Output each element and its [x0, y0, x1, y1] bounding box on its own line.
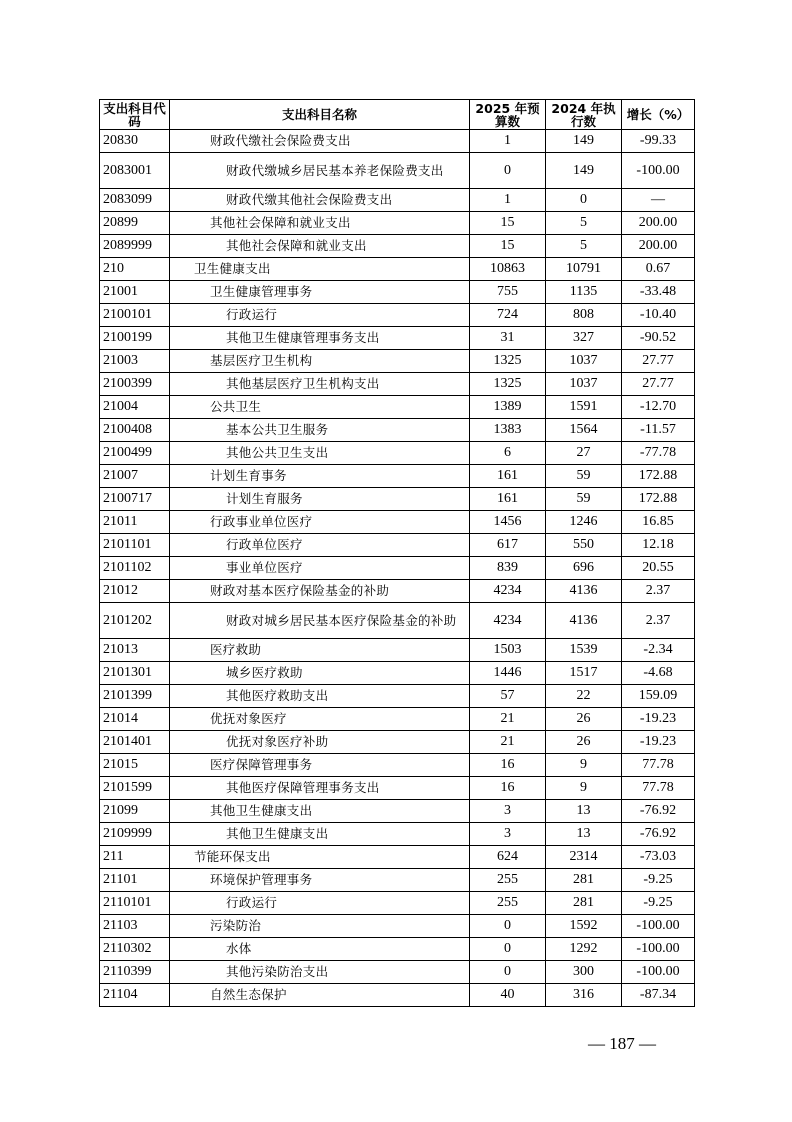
cell-name: 财政对基本医疗保险基金的补助	[170, 580, 470, 603]
table-row	[100, 534, 695, 557]
cell-exec: 27	[546, 442, 622, 465]
cell-code: 2100408	[100, 419, 170, 442]
cell-code: 2101399	[100, 685, 170, 708]
cell-exec: 4136	[546, 603, 622, 639]
cell-budget: 0	[470, 938, 546, 961]
cell-name: 自然生态保护	[170, 984, 470, 1007]
cell-growth: -10.40	[622, 304, 695, 327]
cell-budget: 161	[470, 465, 546, 488]
cell-growth: 77.78	[622, 754, 695, 777]
cell-exec: 149	[546, 130, 622, 153]
cell-budget: 0	[470, 961, 546, 984]
table-row	[100, 488, 695, 511]
cell-exec: 1292	[546, 938, 622, 961]
cell-code: 2100717	[100, 488, 170, 511]
cell-growth: -19.23	[622, 731, 695, 754]
cell-growth: -99.33	[622, 130, 695, 153]
cell-exec: 0	[546, 189, 622, 212]
cell-exec: 26	[546, 708, 622, 731]
cell-exec: 9	[546, 777, 622, 800]
cell-growth: 16.85	[622, 511, 695, 534]
cell-budget: 1	[470, 130, 546, 153]
cell-code: 21101	[100, 869, 170, 892]
cell-budget: 16	[470, 754, 546, 777]
table-row	[100, 281, 695, 304]
table-row	[100, 511, 695, 534]
cell-code: 21099	[100, 800, 170, 823]
cell-name: 财政代缴城乡居民基本养老保险费支出	[170, 153, 470, 189]
cell-code: 21013	[100, 639, 170, 662]
cell-code: 21103	[100, 915, 170, 938]
expenditure-table	[99, 99, 695, 1007]
cell-code: 21007	[100, 465, 170, 488]
cell-code: 2110302	[100, 938, 170, 961]
cell-budget: 16	[470, 777, 546, 800]
cell-code: 2109999	[100, 823, 170, 846]
cell-name: 医疗救助	[170, 639, 470, 662]
cell-code: 21003	[100, 350, 170, 373]
cell-budget: 1456	[470, 511, 546, 534]
cell-name: 计划生育服务	[170, 488, 470, 511]
cell-exec: 10791	[546, 258, 622, 281]
cell-growth: -100.00	[622, 915, 695, 938]
cell-budget: 21	[470, 708, 546, 731]
cell-budget: 4234	[470, 580, 546, 603]
cell-growth: 12.18	[622, 534, 695, 557]
header-budget: 2025 年预算数	[470, 100, 546, 130]
cell-budget: 15	[470, 212, 546, 235]
cell-growth: -73.03	[622, 846, 695, 869]
cell-exec: 1592	[546, 915, 622, 938]
cell-code: 2101101	[100, 534, 170, 557]
cell-name: 基层医疗卫生机构	[170, 350, 470, 373]
cell-budget: 31	[470, 327, 546, 350]
cell-name: 污染防治	[170, 915, 470, 938]
cell-code: 2101599	[100, 777, 170, 800]
cell-budget: 10863	[470, 258, 546, 281]
cell-name: 财政代缴社会保险费支出	[170, 130, 470, 153]
cell-code: 21014	[100, 708, 170, 731]
cell-budget: 839	[470, 557, 546, 580]
cell-exec: 696	[546, 557, 622, 580]
cell-name: 公共卫生	[170, 396, 470, 419]
cell-growth: 172.88	[622, 465, 695, 488]
cell-exec: 59	[546, 465, 622, 488]
cell-code: 2101102	[100, 557, 170, 580]
cell-name: 其他社会保障和就业支出	[170, 235, 470, 258]
cell-growth: 2.37	[622, 580, 695, 603]
cell-code: 2110399	[100, 961, 170, 984]
cell-budget: 161	[470, 488, 546, 511]
cell-exec: 1591	[546, 396, 622, 419]
cell-exec: 59	[546, 488, 622, 511]
cell-growth: 27.77	[622, 350, 695, 373]
cell-exec: 4136	[546, 580, 622, 603]
table-row	[100, 258, 695, 281]
table-row	[100, 465, 695, 488]
cell-growth: -76.92	[622, 823, 695, 846]
table-row	[100, 153, 695, 189]
cell-exec: 1246	[546, 511, 622, 534]
table-row	[100, 580, 695, 603]
cell-budget: 57	[470, 685, 546, 708]
cell-growth: 0.67	[622, 258, 695, 281]
cell-budget: 6	[470, 442, 546, 465]
cell-budget: 1	[470, 189, 546, 212]
cell-code: 2110101	[100, 892, 170, 915]
cell-name: 其他社会保障和就业支出	[170, 212, 470, 235]
cell-growth: -4.68	[622, 662, 695, 685]
cell-exec: 9	[546, 754, 622, 777]
cell-code: 21001	[100, 281, 170, 304]
table-row	[100, 869, 695, 892]
cell-code: 2101301	[100, 662, 170, 685]
cell-growth: -90.52	[622, 327, 695, 350]
cell-budget: 624	[470, 846, 546, 869]
cell-code: 2083001	[100, 153, 170, 189]
cell-growth: -100.00	[622, 153, 695, 189]
cell-name: 医疗保障管理事务	[170, 754, 470, 777]
cell-growth: —	[622, 189, 695, 212]
cell-code: 2089999	[100, 235, 170, 258]
cell-code: 210	[100, 258, 170, 281]
cell-budget: 755	[470, 281, 546, 304]
table-row	[100, 373, 695, 396]
cell-budget: 4234	[470, 603, 546, 639]
cell-code: 20899	[100, 212, 170, 235]
cell-budget: 15	[470, 235, 546, 258]
cell-budget: 0	[470, 915, 546, 938]
page-number: — 187 —	[588, 1034, 656, 1053]
cell-budget: 1389	[470, 396, 546, 419]
cell-name: 城乡医疗救助	[170, 662, 470, 685]
table-row	[100, 212, 695, 235]
cell-budget: 255	[470, 892, 546, 915]
cell-name: 其他污染防治支出	[170, 961, 470, 984]
cell-budget: 1325	[470, 373, 546, 396]
table-row	[100, 800, 695, 823]
table-row	[100, 892, 695, 915]
table-row	[100, 350, 695, 373]
cell-name: 其他公共卫生支出	[170, 442, 470, 465]
table-row	[100, 938, 695, 961]
cell-exec: 327	[546, 327, 622, 350]
cell-growth: -87.34	[622, 984, 695, 1007]
cell-exec: 316	[546, 984, 622, 1007]
cell-exec: 13	[546, 823, 622, 846]
cell-name: 事业单位医疗	[170, 557, 470, 580]
table-row	[100, 685, 695, 708]
cell-growth: -76.92	[622, 800, 695, 823]
cell-name: 基本公共卫生服务	[170, 419, 470, 442]
table-row	[100, 304, 695, 327]
cell-growth: 172.88	[622, 488, 695, 511]
cell-code: 21012	[100, 580, 170, 603]
cell-growth: -2.34	[622, 639, 695, 662]
cell-name: 行政单位医疗	[170, 534, 470, 557]
table-row	[100, 662, 695, 685]
table-row	[100, 823, 695, 846]
cell-name: 其他卫生健康支出	[170, 823, 470, 846]
cell-growth: -77.78	[622, 442, 695, 465]
cell-exec: 13	[546, 800, 622, 823]
cell-exec: 300	[546, 961, 622, 984]
cell-name: 财政对城乡居民基本医疗保险基金的补助	[170, 603, 470, 639]
table-row	[100, 777, 695, 800]
cell-name: 计划生育事务	[170, 465, 470, 488]
cell-budget: 1503	[470, 639, 546, 662]
header-row	[100, 100, 695, 130]
cell-budget: 40	[470, 984, 546, 1007]
cell-code: 21104	[100, 984, 170, 1007]
table-row	[100, 603, 695, 639]
cell-growth: -11.57	[622, 419, 695, 442]
cell-growth: 200.00	[622, 212, 695, 235]
cell-budget: 0	[470, 153, 546, 189]
cell-budget: 1446	[470, 662, 546, 685]
cell-exec: 26	[546, 731, 622, 754]
cell-code: 2101401	[100, 731, 170, 754]
header-code: 支出科目代码	[100, 100, 170, 130]
cell-exec: 550	[546, 534, 622, 557]
cell-code: 211	[100, 846, 170, 869]
cell-exec: 5	[546, 212, 622, 235]
table-row	[100, 961, 695, 984]
cell-budget: 1383	[470, 419, 546, 442]
cell-name: 行政运行	[170, 304, 470, 327]
cell-exec: 1037	[546, 350, 622, 373]
table-row	[100, 557, 695, 580]
cell-growth: 200.00	[622, 235, 695, 258]
cell-exec: 1517	[546, 662, 622, 685]
cell-name: 其他基层医疗卫生机构支出	[170, 373, 470, 396]
table-row	[100, 235, 695, 258]
cell-code: 2101202	[100, 603, 170, 639]
cell-name: 其他卫生健康管理事务支出	[170, 327, 470, 350]
cell-growth: -9.25	[622, 869, 695, 892]
cell-exec: 1564	[546, 419, 622, 442]
cell-code: 2083099	[100, 189, 170, 212]
cell-name: 卫生健康支出	[170, 258, 470, 281]
table-row	[100, 708, 695, 731]
cell-budget: 1325	[470, 350, 546, 373]
cell-growth: 159.09	[622, 685, 695, 708]
table-row	[100, 396, 695, 419]
cell-exec: 149	[546, 153, 622, 189]
cell-name: 其他医疗救助支出	[170, 685, 470, 708]
cell-budget: 3	[470, 800, 546, 823]
cell-budget: 255	[470, 869, 546, 892]
cell-exec: 1135	[546, 281, 622, 304]
cell-growth: -12.70	[622, 396, 695, 419]
table-row	[100, 846, 695, 869]
cell-exec: 1037	[546, 373, 622, 396]
table-row	[100, 639, 695, 662]
cell-name: 卫生健康管理事务	[170, 281, 470, 304]
cell-growth: 27.77	[622, 373, 695, 396]
cell-exec: 22	[546, 685, 622, 708]
cell-exec: 2314	[546, 846, 622, 869]
cell-budget: 617	[470, 534, 546, 557]
cell-code: 2100199	[100, 327, 170, 350]
cell-code: 2100499	[100, 442, 170, 465]
cell-growth: -33.48	[622, 281, 695, 304]
cell-name: 节能环保支出	[170, 846, 470, 869]
header-name: 支出科目名称	[170, 100, 470, 130]
header-growth: 增长（%）	[622, 100, 695, 130]
table-row	[100, 327, 695, 350]
cell-budget: 21	[470, 731, 546, 754]
cell-exec: 808	[546, 304, 622, 327]
cell-growth: -100.00	[622, 961, 695, 984]
cell-name: 行政运行	[170, 892, 470, 915]
cell-exec: 281	[546, 892, 622, 915]
cell-growth: 20.55	[622, 557, 695, 580]
table-row	[100, 754, 695, 777]
table-row	[100, 130, 695, 153]
table-row	[100, 731, 695, 754]
table-row	[100, 915, 695, 938]
cell-code: 20830	[100, 130, 170, 153]
cell-name: 其他医疗保障管理事务支出	[170, 777, 470, 800]
cell-name: 优抚对象医疗	[170, 708, 470, 731]
cell-name: 其他卫生健康支出	[170, 800, 470, 823]
table-row	[100, 984, 695, 1007]
cell-code: 21011	[100, 511, 170, 534]
cell-budget: 724	[470, 304, 546, 327]
cell-name: 优抚对象医疗补助	[170, 731, 470, 754]
cell-growth: 2.37	[622, 603, 695, 639]
cell-growth: -19.23	[622, 708, 695, 731]
cell-growth: -100.00	[622, 938, 695, 961]
cell-growth: 77.78	[622, 777, 695, 800]
cell-code: 21015	[100, 754, 170, 777]
cell-name: 水体	[170, 938, 470, 961]
table-row	[100, 419, 695, 442]
cell-code: 2100101	[100, 304, 170, 327]
table-row	[100, 189, 695, 212]
cell-name: 行政事业单位医疗	[170, 511, 470, 534]
cell-budget: 3	[470, 823, 546, 846]
cell-growth: -9.25	[622, 892, 695, 915]
cell-name: 财政代缴其他社会保险费支出	[170, 189, 470, 212]
cell-code: 21004	[100, 396, 170, 419]
cell-exec: 281	[546, 869, 622, 892]
cell-exec: 1539	[546, 639, 622, 662]
table-body	[100, 130, 695, 1007]
cell-name: 环境保护管理事务	[170, 869, 470, 892]
cell-code: 2100399	[100, 373, 170, 396]
header-exec: 2024 年执行数	[546, 100, 622, 130]
cell-exec: 5	[546, 235, 622, 258]
table-row	[100, 442, 695, 465]
